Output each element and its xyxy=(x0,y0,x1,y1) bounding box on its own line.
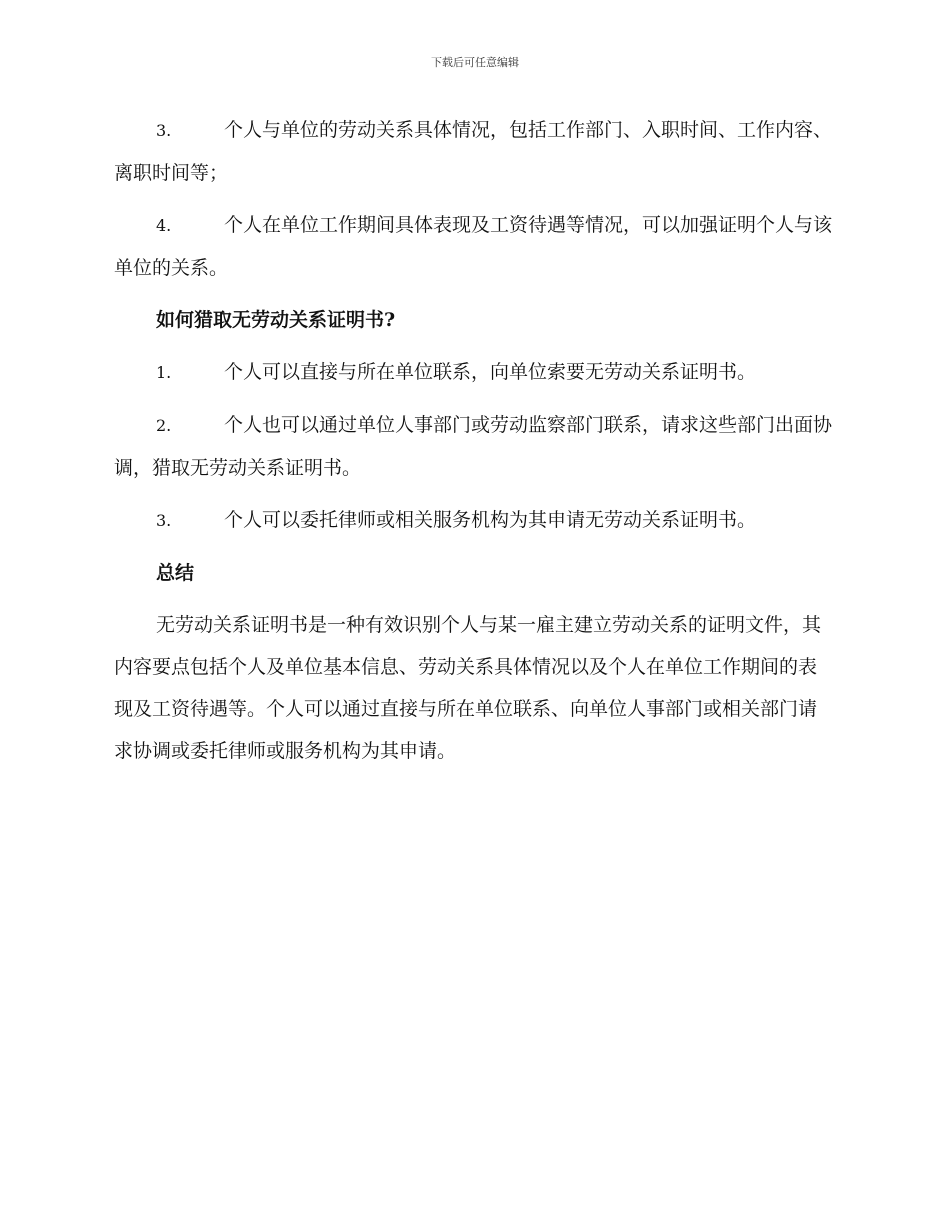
list-number: 2. xyxy=(156,416,172,435)
list-text: 个人在单位工作期间具体表现及工资待遇等情况，可以加强证明个人与该单位的关系。 xyxy=(114,214,833,279)
list-item xyxy=(114,351,832,394)
list-text: 个人与单位的劳动关系具体情况，包括工作部门、入职时间、工作内容、离职时间等； xyxy=(114,119,833,184)
list-text: 个人可以委托律师或相关服务机构为其申请无劳动关系证明书。 xyxy=(224,509,757,531)
summary-paragraph: 无劳动关系证明书是一种有效识别个人与某一雇主建立劳动关系的证明文件，其内容要点包括个人及单位基本信息、劳动关系具体情况以及个人在单位工作期间的表现及工资待遇等。个人可以通过直接与所在单位联系、向单位人事部门或相关部门请求协调或委托律师或服务机构为其申请。 xyxy=(114,614,822,762)
list-item xyxy=(114,109,832,194)
section-heading-summary: 总结 xyxy=(156,562,195,584)
list-text: 个人也可以通过单位人事部门或劳动监察部门联系，请求这些部门出面协调，猎取无劳动关系证明书。 xyxy=(114,414,833,479)
page-header: 下载后可任意编辑 xyxy=(431,56,519,69)
list-item xyxy=(114,499,832,542)
list-item xyxy=(114,204,832,289)
list-item xyxy=(114,404,832,489)
list-number: 3. xyxy=(156,511,172,530)
list-number: 3. xyxy=(156,121,172,140)
list-text: 个人可以直接与所在单位联系，向单位索要无劳动关系证明书。 xyxy=(224,361,757,383)
list-number: 1. xyxy=(156,363,172,382)
list-number: 4. xyxy=(156,216,172,235)
section-heading-how: 如何猎取无劳动关系证明书? xyxy=(156,309,396,331)
document-body xyxy=(114,109,832,772)
